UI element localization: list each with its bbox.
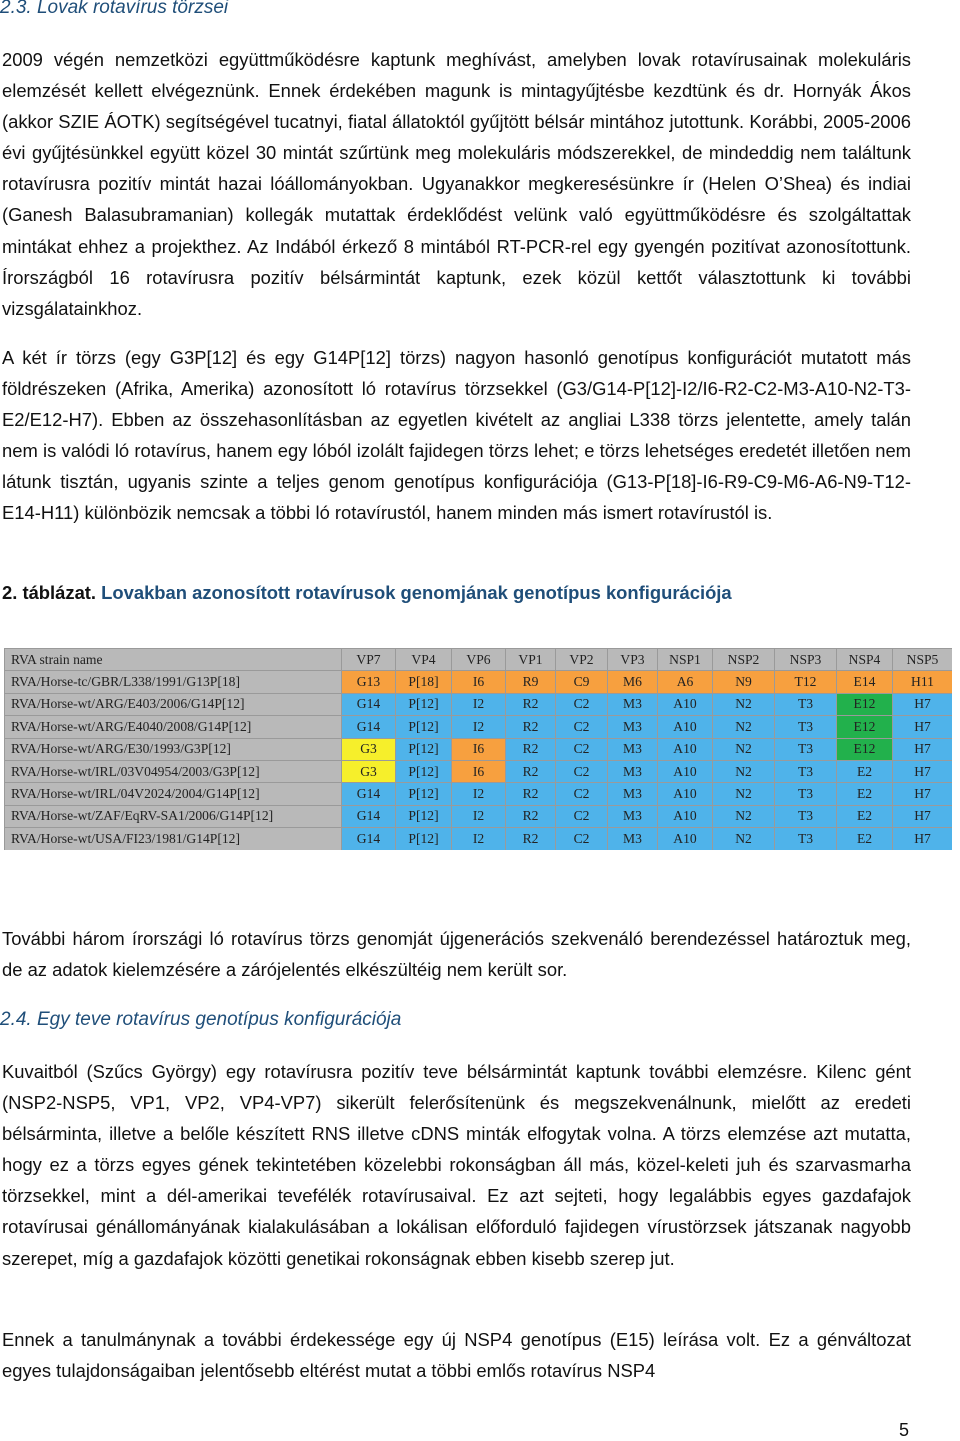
genotype-cell: H7	[893, 783, 953, 805]
genotype-cell: I6	[452, 671, 506, 693]
genotype-cell: R2	[506, 716, 556, 738]
paragraph-sequencing: További három írországi ló rotavírus törzs genomját újgenerációs szekvenáló berendezéssel határoztuk meg, de az adatok kielemzésére a zárójelentés elkészültéig nem került sor.	[2, 928, 911, 981]
genotype-cell: P[12]	[396, 828, 452, 850]
genotype-cell: H7	[893, 693, 953, 715]
genotype-cell: C9	[556, 671, 608, 693]
genotype-cell: I2	[452, 828, 506, 850]
genotype-cell: C2	[556, 828, 608, 850]
genotype-cell: A10	[658, 693, 713, 715]
genotype-cell: H7	[893, 716, 953, 738]
genotype-cell: M3	[608, 693, 658, 715]
genotype-cell: N2	[713, 760, 775, 782]
genotype-cell: M3	[608, 783, 658, 805]
genotype-cell: R9	[506, 671, 556, 693]
strain-name-cell: RVA/Horse-wt/IRL/04V2024/2004/G14P[12]	[5, 783, 342, 805]
table-caption	[2, 582, 732, 604]
genotype-cell: C2	[556, 738, 608, 760]
section-heading-2-4: 2.4. Egy teve rotavírus genotípus konfigurációja	[0, 1009, 402, 1030]
genotype-cell: C2	[556, 805, 608, 827]
genotype-cell: A10	[658, 783, 713, 805]
table-header-cell: NSP2	[713, 649, 775, 671]
table-row	[5, 738, 953, 760]
genotype-cell: M6	[608, 671, 658, 693]
table-row	[5, 828, 953, 850]
genotype-cell: T3	[775, 760, 837, 782]
paragraph-camel: Kuvaitból (Szűcs György) egy rotavírusra pozitív teve bélsármintát kaptunk további elemzésre. Kilenc gént (NSP2-NSP5, VP1, VP2, VP4-VP7) sikerült felerősítenünk és megszekvenálnunk, mielőtt az eredeti bélsárminta, illetve a belőle készített RNS illetve cDNS minták elfogytak volna. A törzs elemzése azt mutatta, hogy ez a törzs egyes gének tekintetében közelebbi rokonságban áll más, közel-keleti juh és szarvasmarha törzsekkel, mint a dél-amerikai tevefélék rotavírusaival. Ez azt sejteti, hogy legalábbis egyes gazdafajok rotavírusai génállományának kialakulásában a lokálisan előforduló fajidegen vírustörzsek játszanak nagyobb szerepet, míg a gazdafajok közötti genetikai rokonságnak ebben kisebb szerep jut.	[2, 1061, 911, 1269]
genotype-cell: E2	[837, 783, 893, 805]
genotype-cell: T3	[775, 738, 837, 760]
strain-name-cell: RVA/Horse-wt/ARG/E30/1993/G3P[12]	[5, 738, 342, 760]
table-header-cell: VP4	[396, 649, 452, 671]
genotype-cell: N2	[713, 738, 775, 760]
genotype-cell: G14	[342, 828, 396, 850]
genotype-cell: I2	[452, 783, 506, 805]
table-caption-text: Lovakban azonosított rotavírusok genomjának genotípus konfigurációja	[101, 582, 732, 603]
genotype-cell: T3	[775, 828, 837, 850]
genotype-cell: I6	[452, 760, 506, 782]
genotype-cell: A6	[658, 671, 713, 693]
genotype-cell: H7	[893, 738, 953, 760]
genotype-cell: M3	[608, 828, 658, 850]
genotype-cell: E12	[837, 693, 893, 715]
genotype-table-figure	[4, 648, 952, 850]
table-header-cell: VP7	[342, 649, 396, 671]
paragraph-irish-strains: A két ír törzs (egy G3P[12] és egy G14P[12] törzs) nagyon hasonló genotípus konfigurációt mutatott más földrészeken (Afrika, Amerika) azonosított ló rotavírus törzsekkel (G3/G14-P[12]-I2/I6-R2-C2-M3-A10-N2-T3-E2/E12-H7). Ebben az összehasonlításban az egyetlen kivételt az angliai L338 törzs jelentette, amely talán nem is valódi ló rotavírus, hanem egy lóból izolált fajidegen törzs lehet; e törzs lehetséges eredetét illetően nem látunk tisztán, ugyanis szinte a teljes genom genotípus konfigurációja (G13-P[18]-I6-R9-C9-M6-A6-N9-T12-E14-H11) különbözik nemcsak a többi ló rotavírustól, hanem minden más ismert rotavírustól is.	[2, 347, 911, 524]
table-row	[5, 693, 953, 715]
genotype-cell: P[12]	[396, 716, 452, 738]
genotype-cell: G14	[342, 783, 396, 805]
genotype-cell: I2	[452, 716, 506, 738]
table-header-cell: NSP3	[775, 649, 837, 671]
table-row	[5, 716, 953, 738]
strain-name-cell: RVA/Horse-tc/GBR/L338/1991/G13P[18]	[5, 671, 342, 693]
table-header-cell: NSP4	[837, 649, 893, 671]
genotype-cell: T12	[775, 671, 837, 693]
genotype-cell: C2	[556, 716, 608, 738]
genotype-table	[4, 648, 952, 850]
genotype-cell: N2	[713, 828, 775, 850]
table-header-row	[5, 649, 953, 671]
table-header-cell: NSP1	[658, 649, 713, 671]
strain-name-cell: RVA/Horse-wt/IRL/03V04954/2003/G3P[12]	[5, 760, 342, 782]
genotype-cell: A10	[658, 716, 713, 738]
genotype-cell: P[12]	[396, 783, 452, 805]
table-row	[5, 671, 953, 693]
table-header-cell: NSP5	[893, 649, 953, 671]
genotype-cell: E2	[837, 805, 893, 827]
genotype-cell: G3	[342, 760, 396, 782]
genotype-cell: I2	[452, 693, 506, 715]
table-row	[5, 783, 953, 805]
genotype-cell: I6	[452, 738, 506, 760]
genotype-cell: N9	[713, 671, 775, 693]
table-header-cell: VP1	[506, 649, 556, 671]
genotype-cell: E12	[837, 738, 893, 760]
genotype-cell: G14	[342, 716, 396, 738]
genotype-cell: N2	[713, 693, 775, 715]
genotype-cell: A10	[658, 828, 713, 850]
genotype-cell: R2	[506, 738, 556, 760]
genotype-cell: P[12]	[396, 805, 452, 827]
paragraph-nsp4: Ennek a tanulmánynak a további érdekessége egy új NSP4 genotípus (E15) leírása volt. Ez a génváltozat egyes tulajdonságaiban jelentősebb eltérést mutat a többi emlős rotavírus NSP4	[2, 1329, 911, 1382]
table-header-cell: VP3	[608, 649, 658, 671]
genotype-cell: P[12]	[396, 760, 452, 782]
genotype-cell: H7	[893, 828, 953, 850]
genotype-cell: R2	[506, 805, 556, 827]
strain-name-cell: RVA/Horse-wt/ARG/E403/2006/G14P[12]	[5, 693, 342, 715]
genotype-cell: G13	[342, 671, 396, 693]
paragraph-intro: 2009 végén nemzetközi együttműködésre kaptunk meghívást, amelyben lovak rotavírusainak molekuláris elemzését kellett elvégeznünk. Ennek érdekében magunk is mintagyűjtésbe kezdtünk és dr. Hornyák Ákos (akkor SZIE ÁOTK) segítségével tucatnyi, fiatal állatoktól gyűjtött bélsár mintához jutottunk. Korábbi, 2005-2006 évi gyűjtésünkkel együtt közel 30 mintát szűrtünk meg molekuláris módszerekkel, de mindeddig nem találtunk rotavírusra pozitív mintát hazai lóállományokban. Ugyanakkor megkeresésünkre ír (Helen O’Shea) és indiai (Ganesh Balasubramanian) kollegák mutattak érdeklődést velünk való együttműködésre és szolgáltattak mintákat ehhez a projekthez. Az Indából érkező 8 mintából RT-PCR-rel egy gyengén pozitívat azonosítottunk. Írországból 16 rotavírusra pozitív bélsármintát kaptunk, ezek közül kettőt választottunk ki további vizsgálatainkhoz.	[2, 49, 911, 319]
genotype-cell: T3	[775, 805, 837, 827]
strain-name-cell: RVA/Horse-wt/USA/FI23/1981/G14P[12]	[5, 828, 342, 850]
genotype-cell: H7	[893, 760, 953, 782]
table-header-cell: VP6	[452, 649, 506, 671]
genotype-cell: N2	[713, 805, 775, 827]
genotype-cell: E12	[837, 716, 893, 738]
genotype-cell: G3	[342, 738, 396, 760]
genotype-cell: P[12]	[396, 693, 452, 715]
genotype-cell: C2	[556, 760, 608, 782]
genotype-cell: T3	[775, 716, 837, 738]
genotype-cell: A10	[658, 738, 713, 760]
genotype-cell: R2	[506, 783, 556, 805]
table-row	[5, 760, 953, 782]
table-caption-number: 2. táblázat.	[2, 582, 97, 603]
genotype-cell: A10	[658, 805, 713, 827]
genotype-cell: E2	[837, 828, 893, 850]
genotype-cell: H7	[893, 805, 953, 827]
genotype-cell: P[12]	[396, 738, 452, 760]
genotype-cell: M3	[608, 738, 658, 760]
page-number: 5	[899, 1420, 910, 1440]
strain-name-cell: RVA/Horse-wt/ARG/E4040/2008/G14P[12]	[5, 716, 342, 738]
genotype-cell: E2	[837, 760, 893, 782]
genotype-cell: T3	[775, 693, 837, 715]
genotype-cell: H11	[893, 671, 953, 693]
genotype-cell: C2	[556, 693, 608, 715]
genotype-cell: M3	[608, 716, 658, 738]
genotype-cell: G14	[342, 805, 396, 827]
genotype-cell: R2	[506, 760, 556, 782]
genotype-cell: T3	[775, 783, 837, 805]
genotype-cell: R2	[506, 828, 556, 850]
section-heading-2-3: 2.3. Lovak rotavírus törzsei	[0, 0, 229, 18]
genotype-cell: M3	[608, 805, 658, 827]
genotype-cell: I2	[452, 805, 506, 827]
genotype-cell: E14	[837, 671, 893, 693]
genotype-cell: N2	[713, 783, 775, 805]
genotype-cell: R2	[506, 693, 556, 715]
genotype-cell: A10	[658, 760, 713, 782]
genotype-cell: G14	[342, 693, 396, 715]
genotype-cell: N2	[713, 716, 775, 738]
genotype-cell: M3	[608, 760, 658, 782]
genotype-cell: C2	[556, 783, 608, 805]
table-row	[5, 805, 953, 827]
genotype-cell: P[18]	[396, 671, 452, 693]
table-header-cell: VP2	[556, 649, 608, 671]
strain-name-cell: RVA/Horse-wt/ZAF/EqRV-SA1/2006/G14P[12]	[5, 805, 342, 827]
table-header-cell: RVA strain name	[5, 649, 342, 671]
